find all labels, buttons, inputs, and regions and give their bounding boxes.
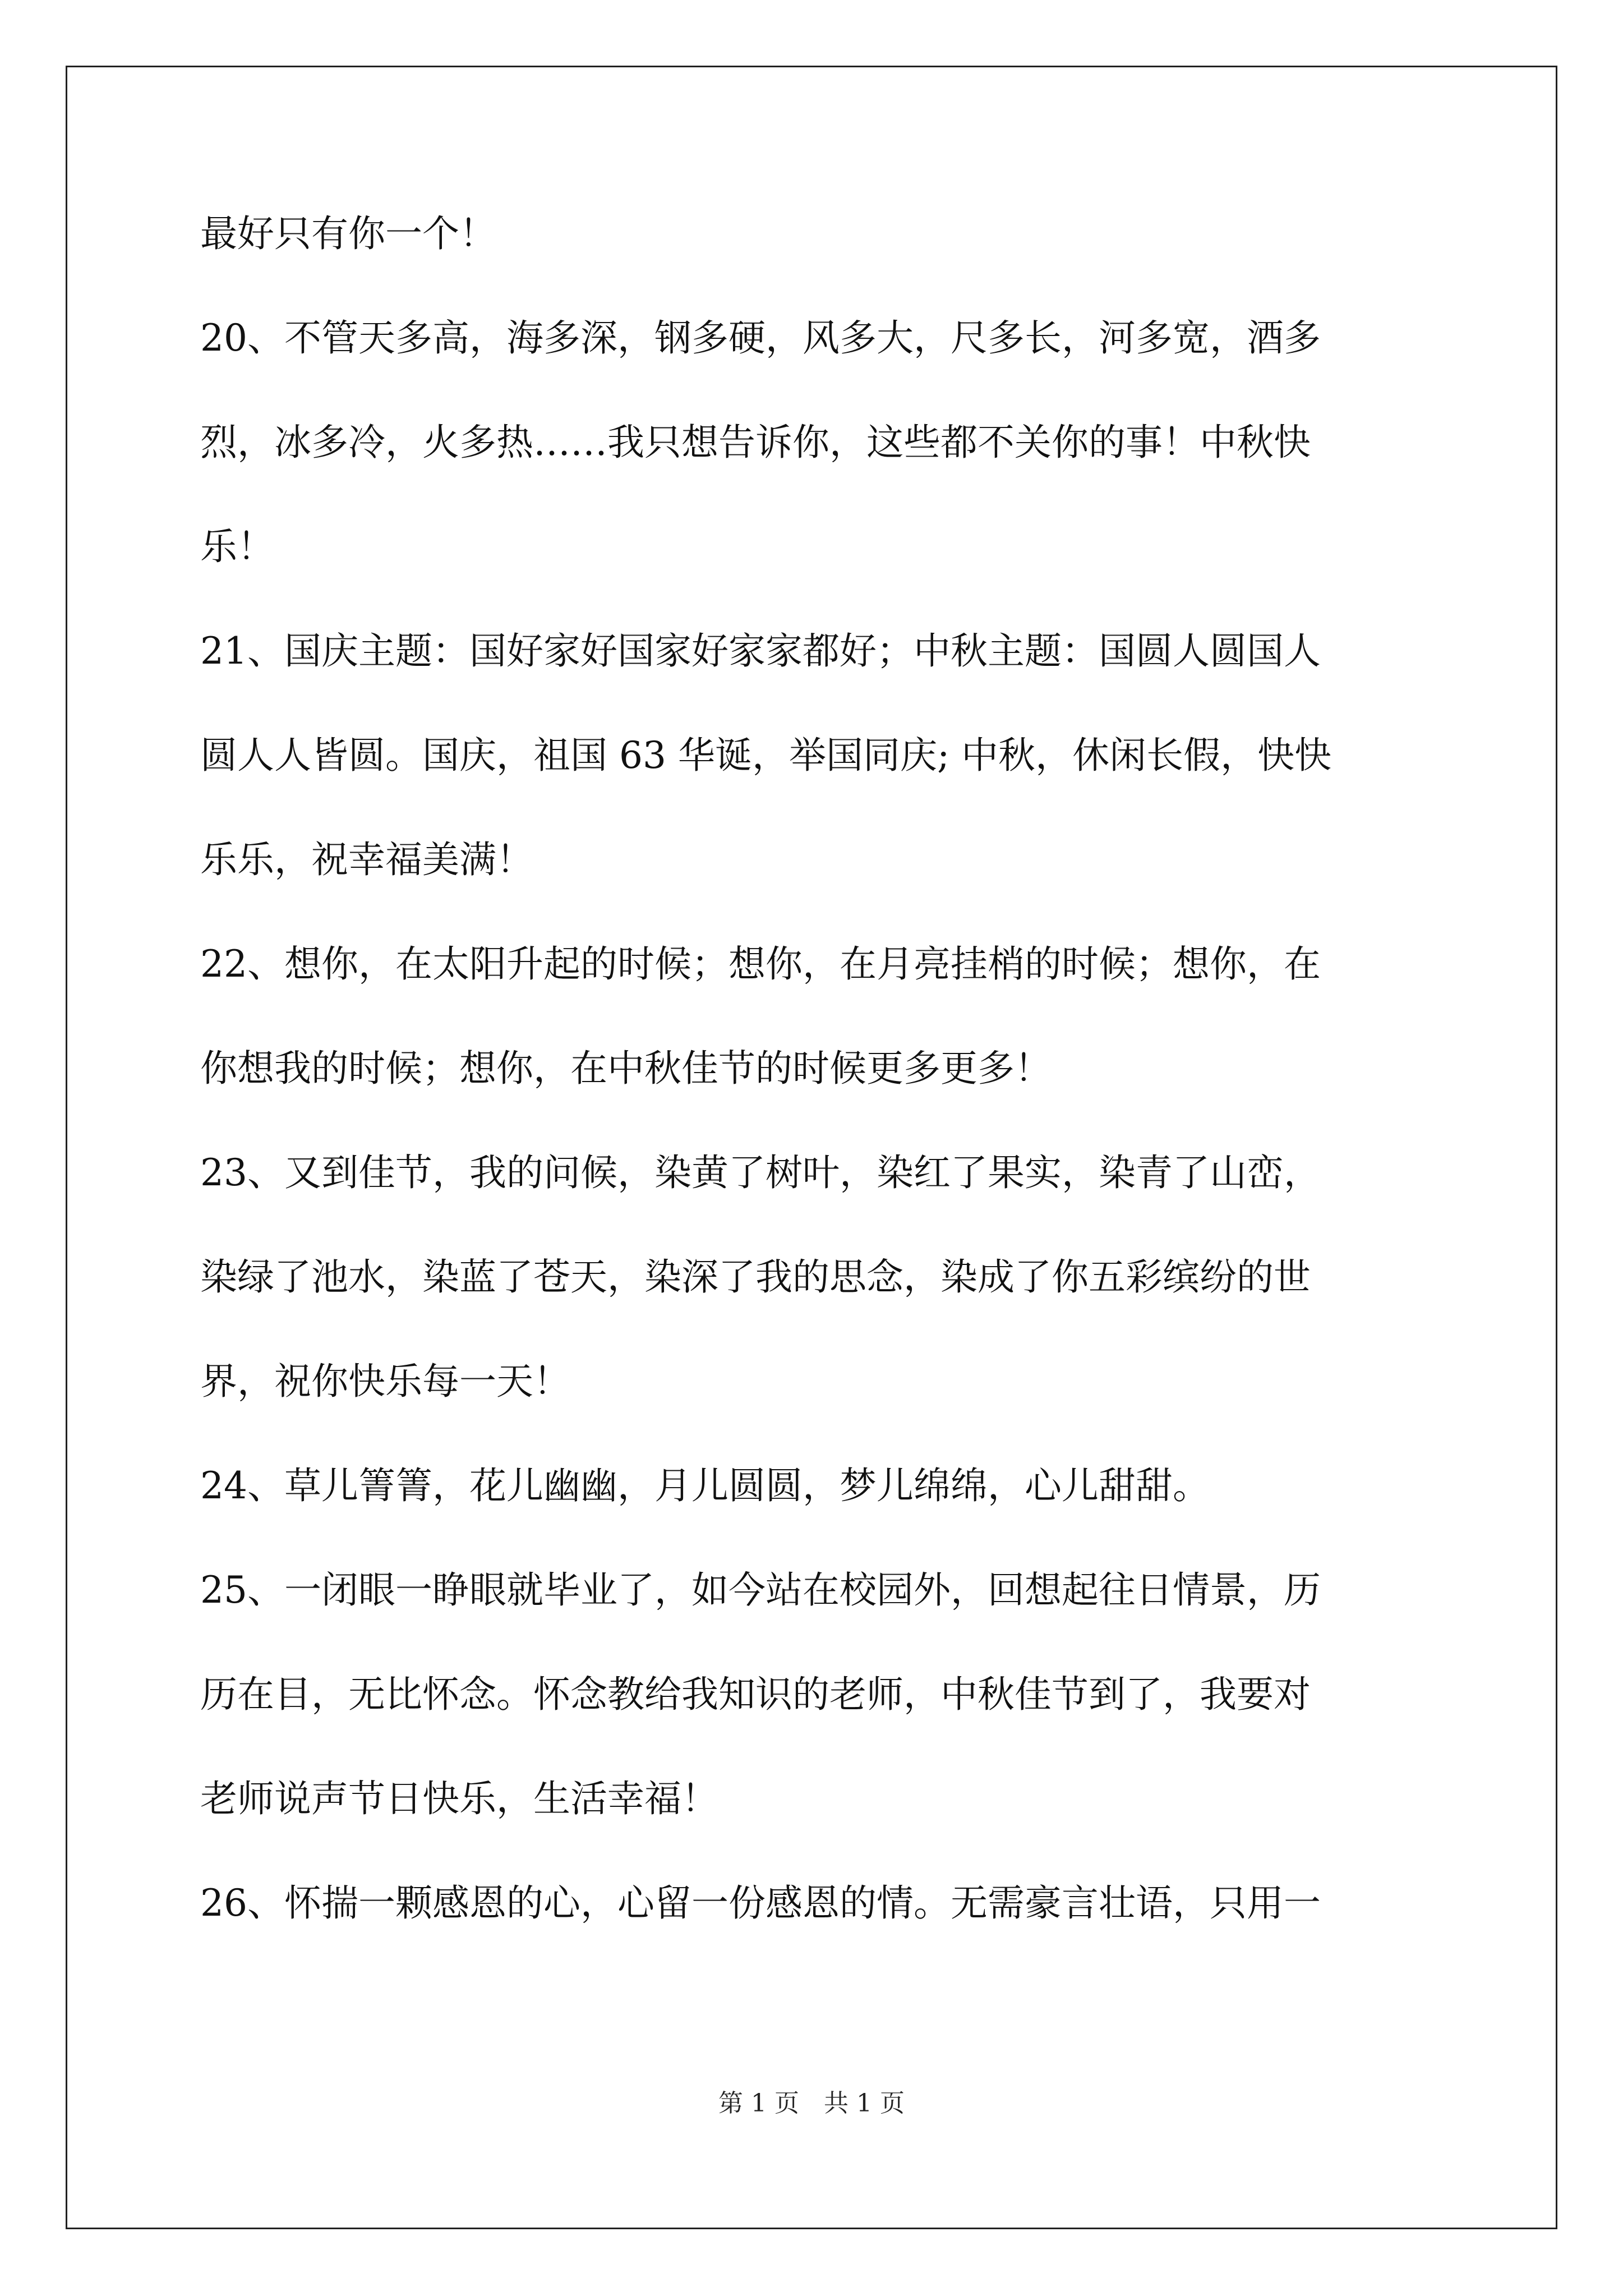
text-line: 烈，冰多冷，火多热……我只想告诉你，这些都不关你的事！中秋快 — [200, 421, 1311, 464]
text-line: 26、怀揣一颗感恩的心，心留一份感恩的情。无需豪言壮语，只用一 — [200, 1881, 1321, 1925]
text-line: 乐乐，祝幸福美满！ — [200, 838, 533, 881]
text-line: 最好只有你一个！ — [200, 212, 496, 255]
text-line: 24、草儿箐箐，花儿幽幽，月儿圆圆，梦儿绵绵，心儿甜甜。 — [200, 1464, 1210, 1507]
text-line: 你想我的时候；想你，在中秋佳节的时候更多更多！ — [200, 1047, 1052, 1090]
text-line: 22、想你，在太阳升起的时候；想你，在月亮挂梢的时候；想你，在 — [200, 942, 1321, 986]
page-footer: 第 1 页 共 1 页 — [718, 2089, 905, 2118]
text-line: 乐！ — [200, 525, 274, 568]
text-line: 老师说声节日快乐，生活幸福！ — [200, 1777, 718, 1820]
document-body — [200, 208, 1434, 1930]
text-line: 25、一闭眼一睁眼就毕业了，如今站在校园外，回想起往日情景，历 — [200, 1568, 1321, 1612]
text-line: 21、国庆主题：国好家好国家好家家都好；中秋主题：国圆人圆国人 — [200, 629, 1321, 673]
text-line: 界，祝你快乐每一天！ — [200, 1360, 570, 1403]
text-line: 染绿了池水，染蓝了苍天，染深了我的思念，染成了你五彩缤纷的世 — [200, 1255, 1311, 1299]
text-line: 历在目，无比怀念。怀念教给我知识的老师，中秋佳节到了，我要对 — [200, 1673, 1311, 1716]
text-line: 23、又到佳节，我的问候，染黄了树叶，染红了果实，染青了山峦， — [200, 1151, 1321, 1194]
text-line: 圆人人皆圆。国庆，祖国 63 华诞，举国同庆; 中秋，休闲长假，快快 — [200, 734, 1332, 777]
text-line: 20、不管天多高，海多深，钢多硬，风多大，尺多长，河多宽，酒多 — [200, 316, 1321, 360]
